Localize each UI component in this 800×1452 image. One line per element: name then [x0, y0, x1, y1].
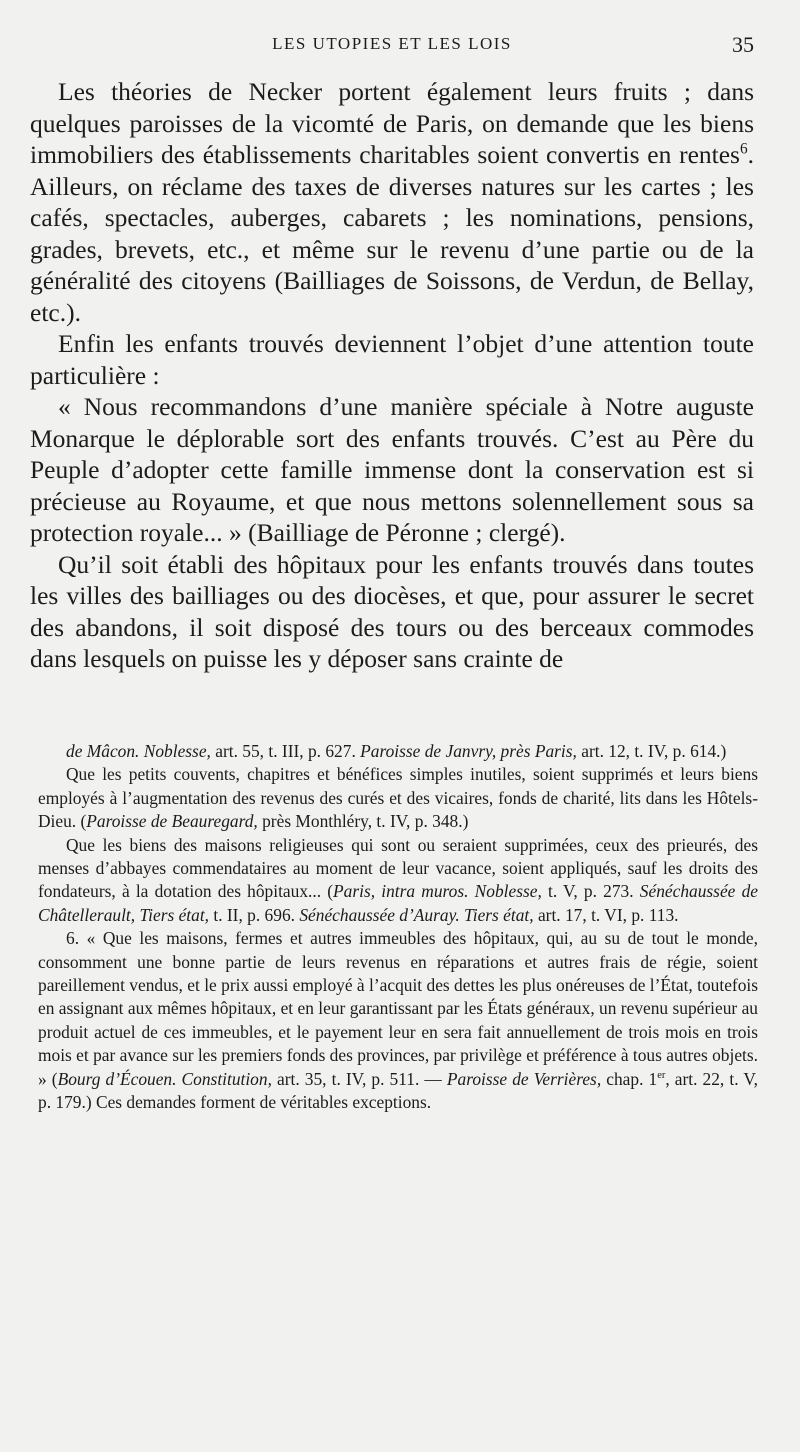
footnote-continuation — [38, 740, 758, 763]
paragraph: Qu’il soit établi des hôpitaux pour les enfants trouvés dans toutes les villes des bailliages ou des diocèses, et que, pour assurer le secret des abandons, il soit disposé des tours ou des berceaux commodes dans lesquels on puisse les y déposer sans crainte de — [30, 549, 754, 673]
citation-italic: Paroisse de Verrières, — [446, 1068, 602, 1089]
citation-text: t. II, p. 696. — [209, 904, 300, 925]
page-number: 35 — [732, 32, 754, 57]
citation-text: chap. 1 — [601, 1068, 658, 1089]
citation-text: art. 17, t. VI, p. 113. — [533, 904, 679, 925]
citation-italic: Sénéchaussée d’Auray. Tiers état, — [299, 904, 534, 925]
paragraph: Enfin les enfants trouvés deviennent l’objet d’une attention toute particulière : — [30, 329, 754, 390]
paragraph-text: Les théories de Necker portent également leurs fruits ; dans quelques paroisses de la vicomté de Paris, on demande que les biens immobiliers des établissements charitables soient convertis en rentes — [30, 77, 754, 169]
note-text: Que les biens des maisons religieuses qui sont ou seraient supprimées, ceux des prieurés, des menses d’abbayes commendataires au moment de leur vacance, soient appliqués, sauf les droits des fondateurs, à la dotation des hôpitaux... ( — [38, 834, 758, 902]
paragraph — [30, 76, 754, 328]
paragraph-text: . Ailleurs, on réclame des taxes de diverses natures sur les cartes ; les cafés, spectacles, auberges, cabarets ; les nominations, pensions, grades, brevets, etc., et même sur le revenu d’une partie ou de la généralité des citoyens (Bailliages de Soissons, de Verdun, de Bellay, etc.). — [30, 140, 754, 327]
footnote-paragraph — [38, 834, 758, 928]
note-text: Que les petits couvents, chapitres et bénéfices simples inutiles, soient supprimés et leurs biens employés à l’augmentation des revenus des curés et des vicaires, fonds de charité, lits dans les Hôtels-Dieu. ( — [38, 764, 758, 832]
superscript: er — [657, 1069, 666, 1081]
citation-text: art. 12, t. IV, p. 614.) — [576, 741, 727, 761]
note-text: 6. « Que les maisons, fermes et autres immeubles des hôpitaux, qui, au su de tout le monde, consomment une bonne partie de leurs revenus en réparations et autres frais de régie, soient pareillement vendus, et le prix aussi employé à l’acquit des dettes les plus onéreuses de l’État, toutefois en assignant aux mêmes hôpitaux, et en leur garantissant par les États généraux, un revenu supérieur au produit actuel de ces immeubles, et le payement leur en sera fait annuellement de trois mois en trois mois et par avance sur les premiers fonds des provinces, par privilège et préférence à tous autres objets. » ( — [38, 928, 758, 1089]
citation-text: art. 35, t. IV, p. 511. — — [271, 1068, 447, 1089]
main-text — [30, 76, 754, 675]
quotation-paragraph: « Nous recommandons d’une manière spéciale à Notre auguste Monarque le déplorable sort des enfants trouvés. C’est au Père du Peuple d’adopter cette famille immense dont la conservation est si précieuse au Royaume, et que nous mettons solennellement sous sa protection royale... » (Bailliage de Péronne ; clergé). — [30, 392, 754, 547]
citation-italic: Bourg d’Écouen. Constitution, — [57, 1068, 272, 1089]
citation-italic: Paroisse de Janvry, près Paris, — [360, 741, 577, 761]
citation-text: près Monthléry, t. IV, p. 348.) — [257, 811, 469, 832]
footnote-paragraph — [38, 763, 758, 833]
citation-italic: Paris, intra muros. Noblesse, — [333, 881, 542, 902]
citation-italic: Sénéchaussée de Châtellerault, Tiers état, — [38, 881, 758, 925]
footnote-marker: 6 — [739, 140, 748, 158]
citation-text: , art. 22, t. V, p. 179.) Ces demandes forment de véritables exceptions. — [38, 1068, 758, 1113]
footnote-6 — [38, 927, 758, 1114]
citation-italic: Paroisse de Beauregard, — [86, 811, 258, 832]
citation-italic: de Mâcon. Noblesse, — [66, 741, 211, 761]
page-header — [30, 34, 754, 60]
citation-text: art. 55, t. III, p. 627. — [210, 741, 361, 761]
running-title: LES UTOPIES ET LES LOIS — [272, 34, 512, 53]
footnotes — [38, 740, 758, 1115]
citation-text: t. V, p. 273. — [541, 881, 640, 902]
